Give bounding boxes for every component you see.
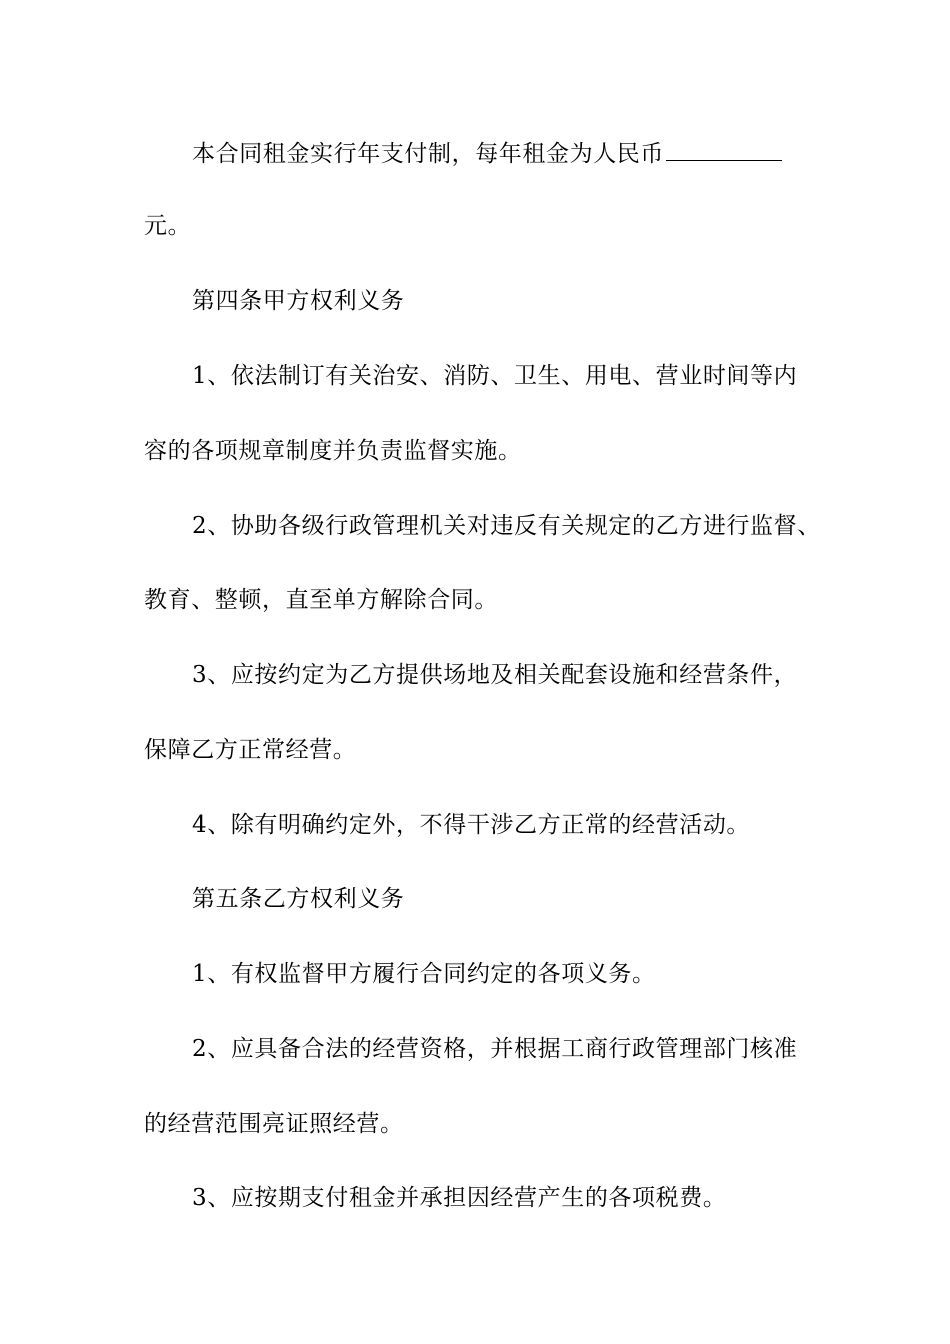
rent-amount-blank — [666, 138, 782, 161]
article-four-heading: 第四条甲方权利义务 — [192, 288, 405, 314]
paragraph-line: 3、应按约定为乙方提供场地及相关配套设施和经营条件， — [192, 662, 798, 688]
paragraph-line: 元。 — [144, 213, 192, 239]
paragraph-line: 2、应具备合法的经营资格，并根据工商行政管理部门核准 — [192, 1036, 798, 1062]
paragraph-line: 1、依法制订有关治安、消防、卫生、用电、营业时间等内 — [192, 363, 798, 389]
paragraph-line: 3、应按期支付租金并承担因经营产生的各项税费。 — [192, 1185, 727, 1211]
paragraph-line: 容的各项规章制度并负责监督实施。 — [144, 438, 522, 464]
text-segment: 本合同租金实行年支付制，每年租金为人民币 — [192, 141, 664, 167]
paragraph-line: 1、有权监督甲方履行合同约定的各项义务。 — [192, 961, 656, 987]
paragraph-line: 的经营范围亮证照经营。 — [144, 1111, 404, 1137]
paragraph-line: 4、除有明确约定外，不得干涉乙方正常的经营活动。 — [192, 812, 751, 838]
paragraph-line: 保障乙方正常经营。 — [144, 737, 357, 763]
paragraph-line: 2、协助各级行政管理机关对违反有关规定的乙方进行监督、 — [192, 513, 821, 539]
rent-payment-line — [192, 138, 782, 169]
article-five-heading: 第五条乙方权利义务 — [192, 886, 405, 912]
paragraph-line: 教育、整顿，直至单方解除合同。 — [144, 587, 498, 613]
